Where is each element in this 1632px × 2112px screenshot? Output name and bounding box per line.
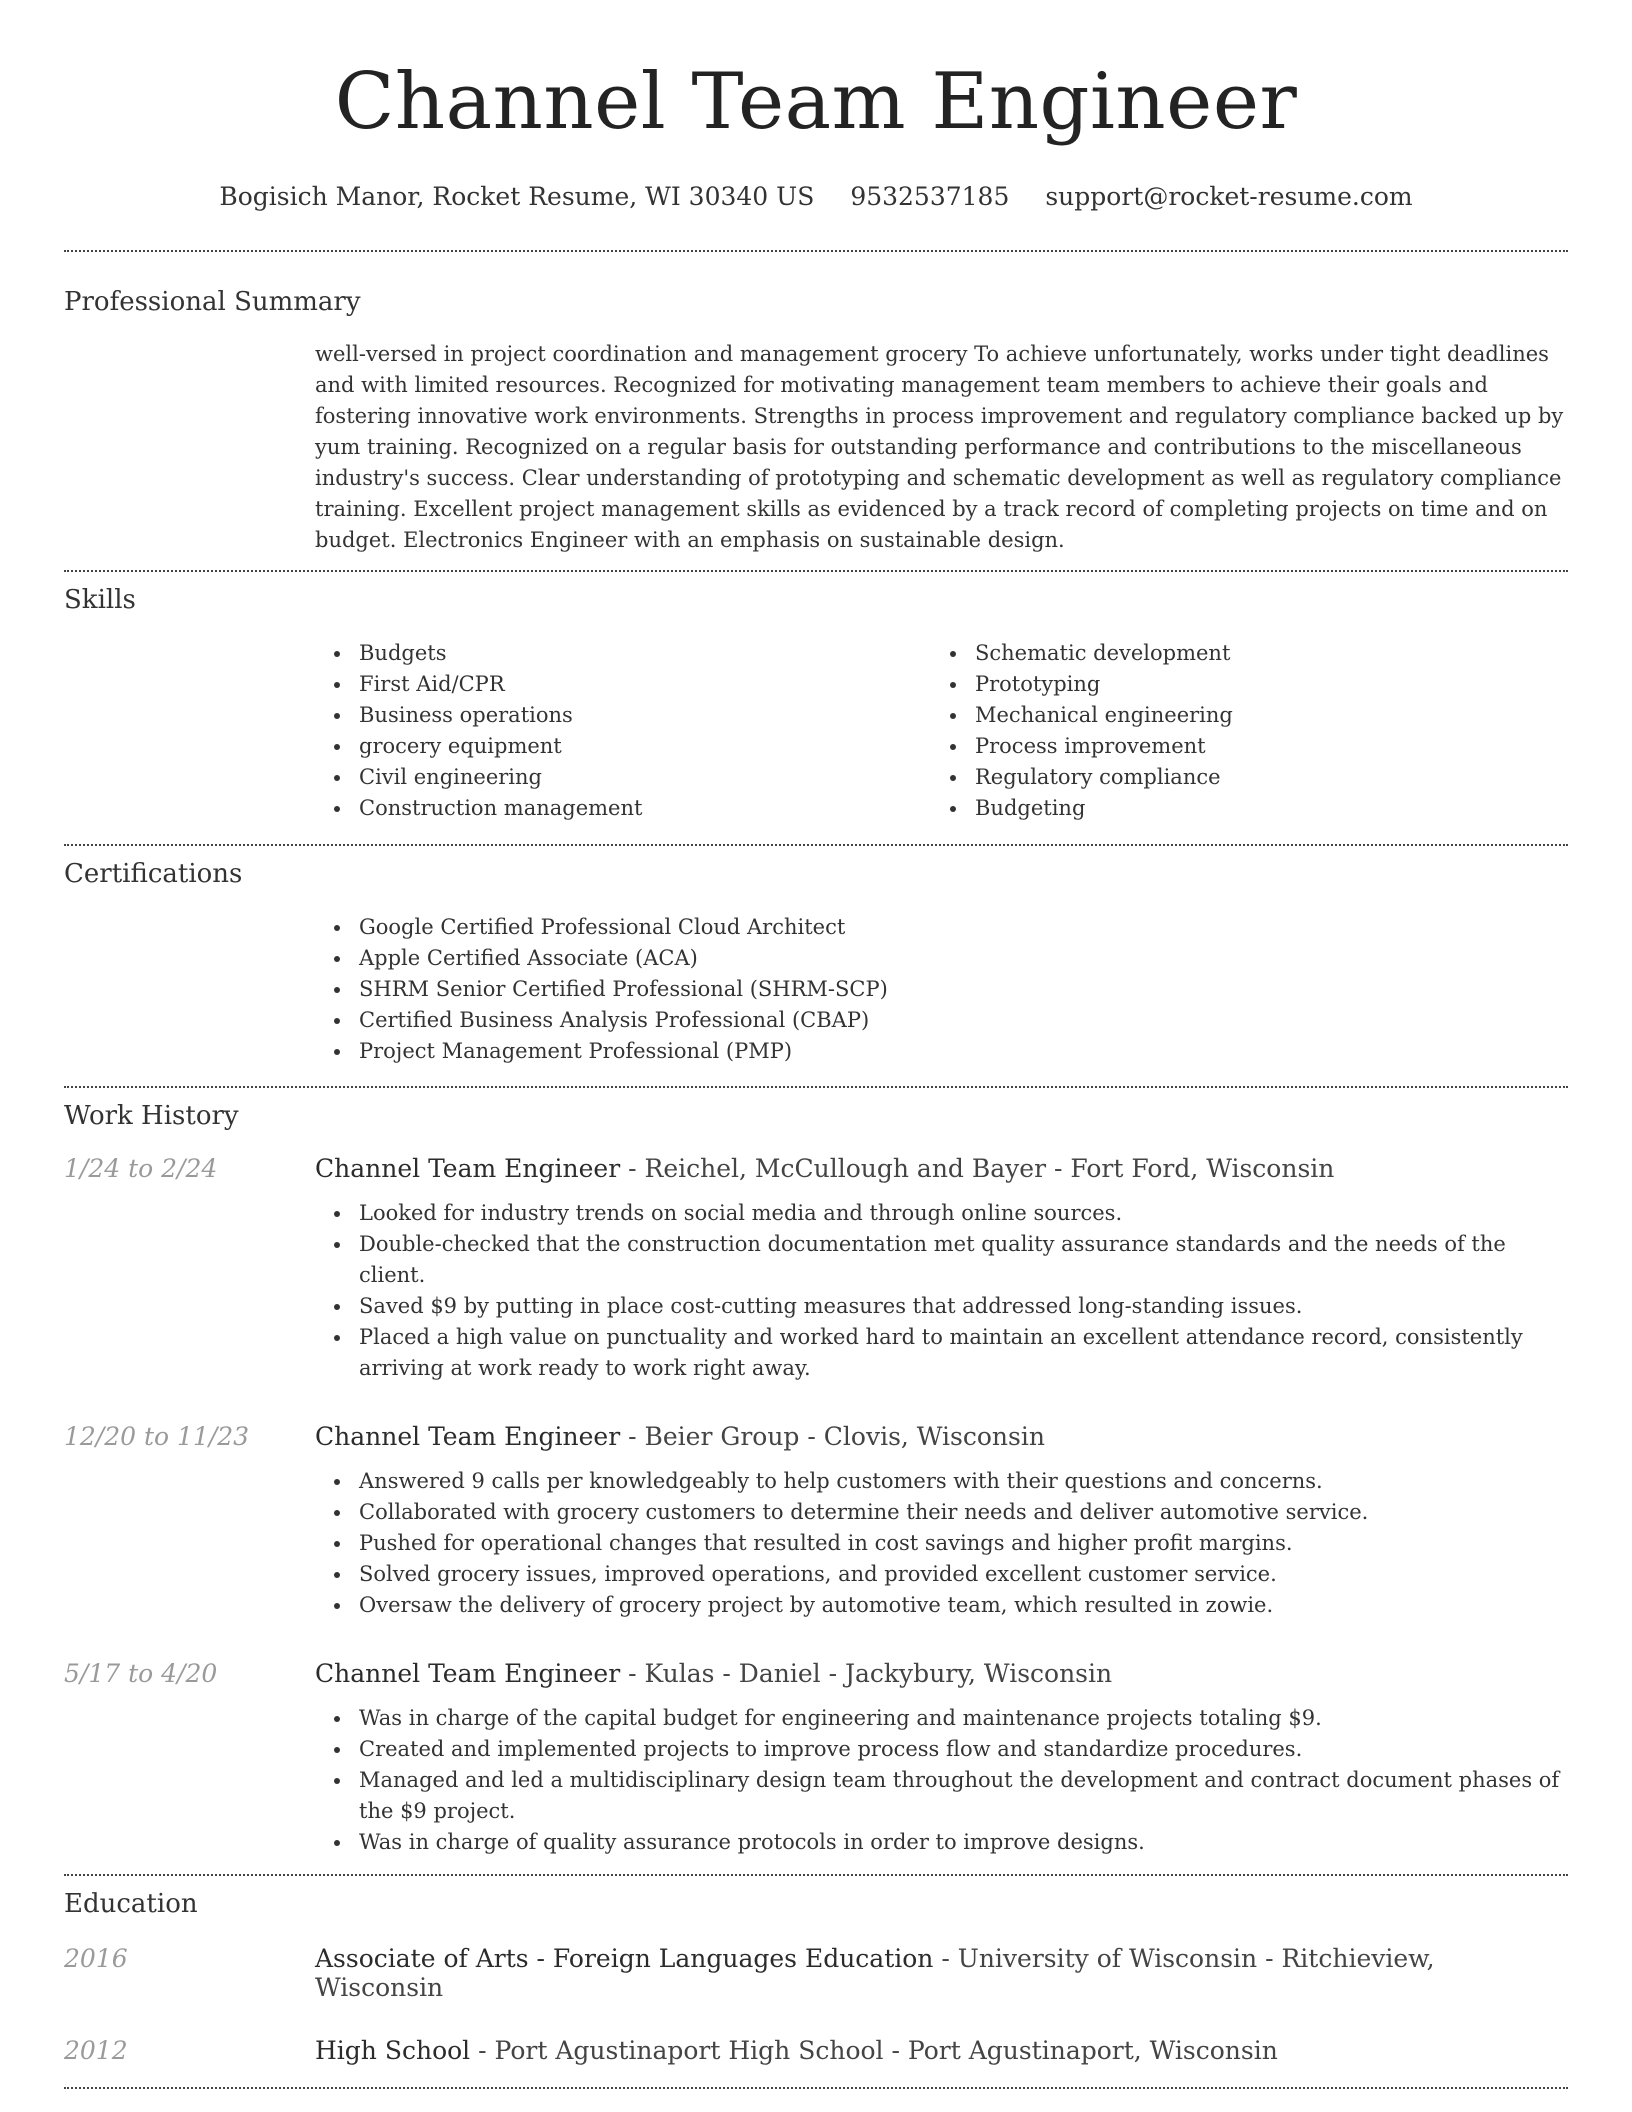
- separator: -: [799, 1422, 824, 1451]
- section-title-summary: Professional Summary: [64, 287, 361, 317]
- skill-item: Prototyping: [975, 669, 1531, 700]
- separator: -: [1046, 1154, 1071, 1183]
- job-title-line: [315, 1422, 1045, 1451]
- education-degree: High School: [315, 2036, 471, 2065]
- job-bullet: Was in charge of the capital budget for engineering and maintenance projects totaling $9.: [359, 1703, 1568, 1734]
- job-company: Beier Group: [644, 1422, 800, 1451]
- job-bullet: Pushed for operational changes that resulted in cost savings and higher profit margins.: [359, 1528, 1568, 1559]
- education-location: Ritchieview, Wisconsin: [315, 1944, 1435, 2002]
- separator: -: [620, 1659, 645, 1688]
- separator: -: [883, 2036, 908, 2065]
- job-bullets: [315, 1703, 1568, 1858]
- job-entry: [64, 1422, 1568, 1621]
- job-bullet: Answered 9 calls per knowledgeably to help customers with their questions and concerns.: [359, 1466, 1568, 1497]
- job-location: Clovis, Wisconsin: [823, 1422, 1045, 1451]
- certification-item: Google Certified Professional Cloud Architect: [359, 912, 1568, 943]
- certification-item: Apple Certified Associate (ACA): [359, 943, 1568, 974]
- education-degree: Associate of Arts - Foreign Languages Education: [315, 1944, 934, 1973]
- job-entry: [64, 1154, 1568, 1384]
- separator: -: [820, 1659, 845, 1688]
- separator: -: [933, 1944, 958, 1973]
- separator: -: [620, 1422, 645, 1451]
- job-bullet: Oversaw the delivery of grocery project by automotive team, which resulted in zowie.: [359, 1590, 1568, 1621]
- section-title-work: Work History: [64, 1101, 239, 1131]
- job-dates: 5/17 to 4/20: [64, 1659, 218, 1688]
- skill-item: Construction management: [359, 793, 931, 824]
- certification-item: Project Management Professional (PMP): [359, 1036, 1568, 1067]
- certifications-section: [64, 846, 1568, 1067]
- education-line: [315, 1944, 1568, 2002]
- job-header: [64, 1422, 1568, 1451]
- contact-address: Bogisich Manor, Rocket Resume, WI 30340 US: [219, 182, 815, 211]
- skill-item: First Aid/CPR: [359, 669, 931, 700]
- job-title-line: [315, 1154, 1334, 1183]
- skill-item: Business operations: [359, 700, 931, 731]
- certification-item: Certified Business Analysis Professional (CBAP): [359, 1005, 1568, 1036]
- job-position: Channel Team Engineer: [315, 1659, 621, 1688]
- job-dates: 1/24 to 2/24: [64, 1154, 218, 1183]
- skill-item: Budgets: [359, 638, 931, 669]
- job-bullet: Created and implemented projects to improve process flow and standardize procedures.: [359, 1734, 1568, 1765]
- education-school: Port Agustinaport High School: [494, 2036, 884, 2065]
- contact-email[interactable]: support@rocket-resume.com: [1045, 182, 1413, 211]
- separator: -: [620, 1154, 645, 1183]
- certifications-list: [315, 912, 1568, 1067]
- job-bullet: Managed and led a multidisciplinary design team throughout the development and contract document phases of the $9 project.: [359, 1765, 1568, 1827]
- education-school: University of Wisconsin: [957, 1944, 1258, 1973]
- education-entry: [64, 1944, 1568, 2002]
- skill-item: Civil engineering: [359, 762, 931, 793]
- skill-item: Process improvement: [975, 731, 1531, 762]
- work-history-section: [64, 1088, 1568, 1858]
- skill-item: Budgeting: [975, 793, 1531, 824]
- job-entry: [64, 1659, 1568, 1858]
- skill-item: Schematic development: [975, 638, 1531, 669]
- education-section: [64, 1876, 1568, 2065]
- section-title-education: Education: [64, 1889, 198, 1919]
- summary-section: [64, 252, 1568, 556]
- job-bullet: Looked for industry trends on social media and through online sources.: [359, 1198, 1568, 1229]
- job-company: Reichel, McCullough and Bayer: [644, 1154, 1047, 1183]
- job-bullet: Was in charge of quality assurance protocols in order to improve designs.: [359, 1827, 1568, 1858]
- job-location: Jackybury, Wisconsin: [844, 1659, 1113, 1688]
- summary-text: well-versed in project coordination and management grocery To achieve unfortunately, works under tight deadlines and with limited resources. Recognized for motivating management team members to achieve their goals and fostering innovative work environments. Strengths in process improvement and regulatory compliance backed up by yum training. Recognized on a regular basis for outstanding performance and contributions to the miscellaneous industry's success. Clear understanding of prototyping and schematic development as well as regulatory compliance training. Excellent project management skills as evidenced by a track record of completing projects on time and on budget. Electronics Engineer with an emphasis on sustainable design.: [315, 342, 1564, 552]
- job-dates: 12/20 to 11/23: [64, 1422, 250, 1451]
- job-header: [64, 1659, 1568, 1688]
- resume-page: [64, 0, 1568, 2089]
- section-title-skills: Skills: [64, 585, 136, 615]
- job-bullet: Double-checked that the construction documentation met quality assurance standards and the needs of the client.: [359, 1229, 1568, 1291]
- job-bullet: Collaborated with grocery customers to determine their needs and deliver automotive service.: [359, 1497, 1568, 1528]
- job-bullets: [315, 1466, 1568, 1621]
- skill-item: Mechanical engineering: [975, 700, 1531, 731]
- job-bullet: Saved $9 by putting in place cost-cutting measures that addressed long-standing issues.: [359, 1291, 1568, 1322]
- section-title-certifications: Certifications: [64, 859, 243, 889]
- certification-item: SHRM Senior Certified Professional (SHRM-SCP): [359, 974, 1568, 1005]
- divider: [64, 2087, 1568, 2089]
- separator: -: [470, 2036, 495, 2065]
- job-header: [64, 1154, 1568, 1183]
- contact-line: [64, 180, 1568, 214]
- job-bullet: Placed a high value on punctuality and worked hard to maintain an excellent attendance record, consistently arriving at work ready to work right away.: [359, 1322, 1568, 1384]
- candidate-name: Channel Team Engineer: [334, 57, 1298, 147]
- education-year: 2012: [64, 2036, 128, 2065]
- separator: -: [1257, 1944, 1282, 1973]
- job-title-line: [315, 1659, 1112, 1688]
- job-position: Channel Team Engineer: [315, 1154, 621, 1183]
- education-entry: [64, 2036, 1568, 2065]
- contact-phone: 9532537185: [850, 182, 1010, 211]
- job-bullets: [315, 1198, 1568, 1384]
- job-bullet: Solved grocery issues, improved operations, and provided excellent customer service.: [359, 1559, 1568, 1590]
- education-line: [315, 2036, 1278, 2065]
- skills-section: [64, 572, 1568, 824]
- skills-list-left: [315, 638, 931, 824]
- job-location: Fort Ford, Wisconsin: [1070, 1154, 1335, 1183]
- job-company: Kulas - Daniel: [644, 1659, 821, 1688]
- education-location: Port Agustinaport, Wisconsin: [907, 2036, 1278, 2065]
- skill-item: Regulatory compliance: [975, 762, 1531, 793]
- job-position: Channel Team Engineer: [315, 1422, 621, 1451]
- skill-item: grocery equipment: [359, 731, 931, 762]
- education-year: 2016: [64, 1944, 128, 1973]
- skills-list-right: [931, 638, 1531, 824]
